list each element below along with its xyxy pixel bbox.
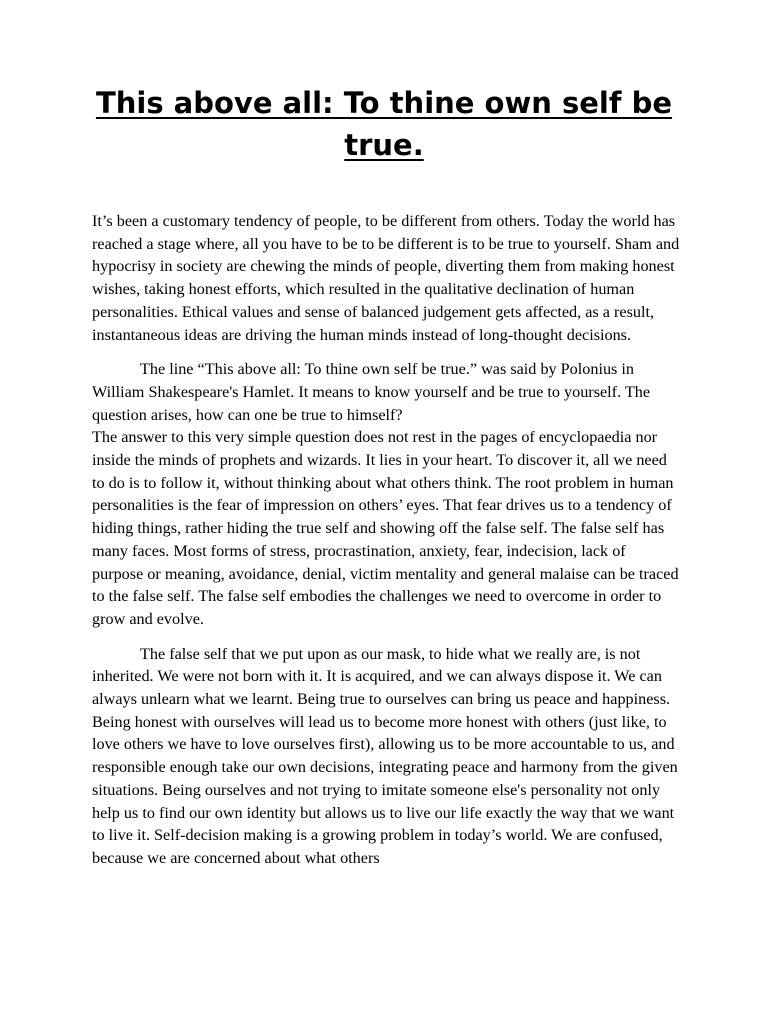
paragraph-3: The answer to this very simple question does not rest in the pages of encyclopaedia nor inside the minds of prophets and wizards. It lies in your heart. To discover it, all we need to do is to follow it, without thinking about what others think. The root problem in human personalities is the fear of impression on others’ eyes. That fear drives us to a tendency of hiding things, rather hiding the true self and showing off the false self. The false self has many faces. Most forms of stress, procrastination, anxiety, fear, indecision, lack of purpose or meaning, avoidance, denial, victim mentality and general malaise can be traced to the false self. The false self embodies the challenges we need to overcome in order to grow and evolve. bbox=[92, 428, 679, 628]
paragraph-4: The false self that we put upon as our mask, to hide what we really are, is not inherited. We were not born with it. It is acquired, and we can always dispose it. We can always unlearn what we learnt. Being true to ourselves can bring us peace and happiness. Being honest with ourselves will lead us to become more honest with others (just like, to love others we have to love ourselves first), allowing us to be more accountable to us, and responsible enough take our own decisions, integrating peace and harmony from the given situations. Being ourselves and not trying to imitate someone else's personality not only help us to find our own identity but allows us to live our life exactly the way that we want to live it. Self-decision making is a growing problem in today’s world. We are confused, because we are concerned about what others bbox=[92, 644, 678, 867]
document-title-text: This above all: To thine own self be true. bbox=[95, 86, 673, 162]
paragraph-1: It’s been a customary tendency of people, to be different from others. Today the world has reached a stage where, all you have to be to be different is to be true to yourself. Sham and hypocrisy in society are chewing the minds of people, diverting them from making honest wishes, taking honest efforts, which resulted in the qualitative declination of human personalities. Ethical values and sense of balanced judgement gets affected, as a result, instantaneous ideas are driving the human minds instead of long-thought decisions. bbox=[92, 212, 680, 344]
document-body bbox=[92, 210, 680, 870]
paragraph-2: The line “This above all: To thine own self be true.” was said by Polonius in William Shakespeare's Hamlet. It means to know yourself and be true to yourself. The question arises, how can one be true to himself? bbox=[92, 360, 651, 424]
document-title bbox=[60, 82, 708, 166]
